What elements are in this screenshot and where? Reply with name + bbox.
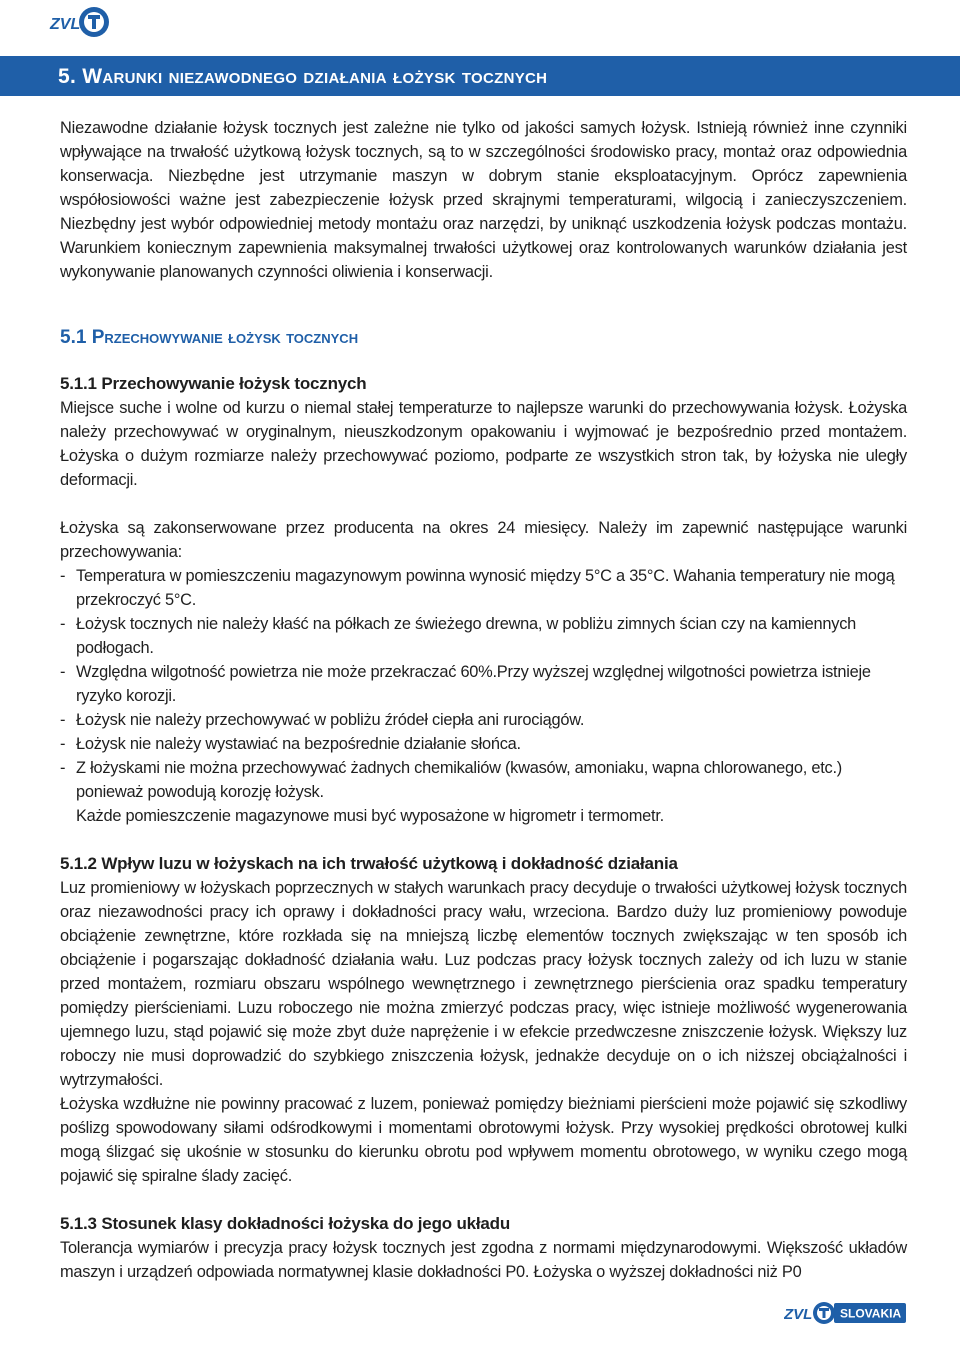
list-item: - Łożysk tocznych nie należy kłaść na półkach ze świeżego drewna, w pobliżu zimnych ścian czy na kamiennych podłogach.	[60, 615, 857, 657]
heading-5-1-1: 5.1.1 Przechowywanie łożysk tocznych	[60, 374, 367, 393]
list-item-text: Temperatura w pomieszczeniu magazynowym powinna wynosić między 5°C a 35°C. Wahania temperatury nie mogą przekroczyć 5°C.	[76, 567, 895, 609]
footer-logo-suffix: SLOVAKIA	[840, 1306, 902, 1321]
heading-5-1-3: 5.1.3 Stosunek klasy dokładności łożyska do jego układu	[60, 1214, 511, 1233]
list-item: - Temperatura w pomieszczeniu magazynowym powinna wynosić między 5°C a 35°C. Wahania temperatury nie mogą przekroczyć 5°C.	[60, 567, 895, 609]
list-item: - Względna wilgotność powietrza nie może przekraczać 60%.Przy wyższej względnej wilgotności powietrza istnieje ryzyko korozji.	[60, 663, 871, 705]
subsection-title-text: Przechowywanie łożysk tocznych	[91, 327, 359, 348]
heading-5-1-2: 5.1.2 Wpływ luzu w łożyskach na ich trwałość użytkową i dokładność działania	[60, 854, 678, 873]
clearance-paragraph-2: Łożyska wzdłużne nie powinny pracować z luzem, ponieważ pomiędzy bieżniami pierścieni może pojawić się szkodliwy poślizg spowodowany siłami odśrodkowymi i momentami obrotowymi łożysk. Przy wysokiej prędkości obrotowej kulki mogą ślizgać się ukośnie w stosunku do kierunku obrotu pod wpływem momentu obrotowego, w wyniku czego mogą pojawić się spiralne ślady zacięć.	[60, 1095, 907, 1185]
footer-logo-text: ZVL	[784, 1306, 813, 1323]
storage-paragraph-1: Miejsce suche i wolne od kurzu o niemal stałej temperaturze to najlepsze warunki do przechowywania łożysk. Łożyska należy przechowywać w oryginalnym, nieuszkodzonym opakowaniu i wyjmować je bezpośrednio przed montażem. Łożyska o dużym rozmiarze należy przechowywać poziomo, podparte ze wszystkich stron tak, by łożyska nie uległy deformacji.	[60, 399, 907, 489]
zvl-slovakia-logo	[784, 1300, 906, 1326]
list-item: - Z łożyskami nie można przechowywać żadnych chemikaliów (kwasów, amoniaku, wapna chlorowanego, etc.) ponieważ powodują korozję łożysk.	[60, 759, 842, 801]
intro-paragraph: Niezawodne działanie łożysk tocznych jest zależne nie tylko od jakości samych łożysk. Istnieją również inne czynniki wpływające na trwałość użytkową łożysk tocznych, są to w szczególności środowisko pracy, montaż oraz odpowiednia konserwacja. Niezbędne jest utrzymanie maszyn w dobrym stanie eksploatacyjnym. Oprócz zapewnienia współosiowości ważne jest zabezpieczenie łożysk przed skrajnymi temperaturami, wilgocią i zanieczyszczeniem. Niezbędny jest wybór odpowiedniej metody montażu oraz narzędzi, by uniknąć uszkodzenia łożysk podczas montażu. Warunkiem koniecznym zapewnienia maksymalnej trwałości użytkowej oraz kontrolowanych warunków działania jest wykonywanie planowanych czynności oliwienia i konserwacji.	[60, 119, 907, 281]
list-item-text: Łożysk nie należy przechowywać w pobliżu źródeł ciepła ani rurociągów.	[76, 711, 585, 729]
list-item-text: Z łożyskami nie można przechowywać żadnych chemikaliów (kwasów, amoniaku, wapna chlorowanego, etc.) ponieważ powodują korozję łożysk.	[76, 759, 842, 801]
page-content	[60, 116, 907, 1284]
storage-note: Każde pomieszczenie magazynowe musi być wyposażone w higrometr i termometr.	[76, 807, 664, 825]
list-item-text: Łożysk tocznych nie należy kłaść na półkach ze świeżego drewna, w pobliżu zimnych ścian czy na kamiennych podłogach.	[76, 615, 857, 657]
section-header-band	[0, 56, 960, 96]
list-item: - Łożysk nie należy wystawiać na bezpośrednie działanie słońca.	[60, 735, 521, 753]
subsection-title	[60, 327, 907, 349]
list-item-text: Łożysk nie należy wystawiać na bezpośrednie działanie słońca.	[76, 735, 521, 753]
storage-paragraph-2: Łożyska są zakonserwowane przez producenta na okres 24 miesięcy. Należy im zapewnić następujące warunki przechowywania:	[60, 519, 907, 561]
list-item: - Łożysk nie należy przechowywać w pobliżu źródeł ciepła ani rurociągów.	[60, 711, 585, 729]
zvl-logo	[48, 4, 110, 40]
accuracy-paragraph-1: Tolerancja wymiarów i precyzja pracy łożysk tocznych jest zgodna z normami międzynarodowymi. Większość układów maszyn i urządzeń odpowiada normatywnej klasie dokładności P0. Łożyska o wyższej dokładności niż P0	[60, 1239, 907, 1281]
zvl-logo-text: ZVL	[50, 16, 81, 33]
subsection-number: 5.1	[60, 327, 87, 348]
section-title	[58, 65, 547, 89]
storage-conditions-list	[60, 564, 907, 804]
list-item-text: Względna wilgotność powietrza nie może przekraczać 60%.Przy wyższej względnej wilgotności powietrza istnieje ryzyko korozji.	[76, 663, 871, 705]
clearance-paragraph-1: Luz promieniowy w łożyskach poprzecznych w stałych warunkach pracy decyduje o trwałości użytkowej łożysk tocznych oraz niezawodności pracy ich oprawy i dokładności pracy wału, wrzeciona. Bardzo duży luz promieniowy powoduje obciążenie zewnętrzne, które rozkłada się na mniejszą liczbę elementów tocznych zwiększając w ten sposób ich obciążenie i pogarszając dokładność działania wału. Luz podczas pracy łożysk tocznych zależy od ich luzu w stanie przed montażem, rozmiaru obszaru wspólnego wewnętrznego i zewnętrznego pierścienia oraz spadku temperatury pomiędzy pierścieniami. Luzu roboczego nie można zmierzyć podczas pracy, więc istnieje możliwość wygenerowania ujemnego luzu, stąd pojawić się może zbyt duże naprężenie i w efekcie przedwczesne zniszczenie łożysk. Większy luz roboczy nie musi doprowadzić do szybkiego zniszczenia łożysk, jednakże decyduje on o ich niższej obciążalności i wytrzymałości.	[60, 879, 907, 1089]
section-title-text: Warunki niezawodnego działania łożysk tocznych	[82, 65, 548, 88]
section-number: 5.	[58, 65, 77, 88]
